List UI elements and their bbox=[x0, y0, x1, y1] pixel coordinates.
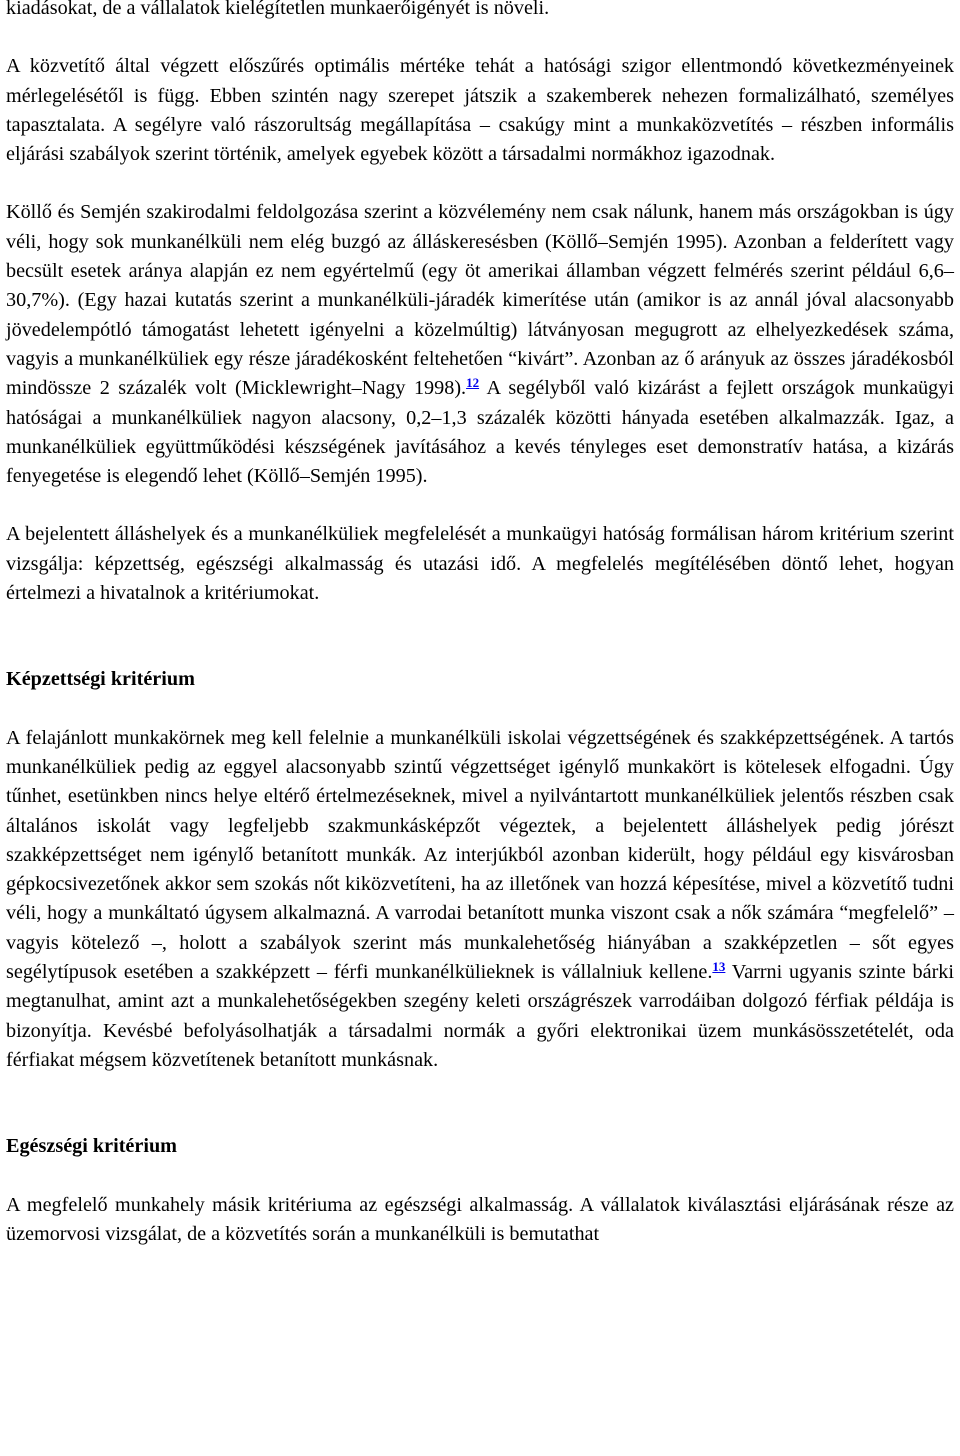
paragraph-criteria: A bejelentett álláshelyek és a munkanélküliek megfelelését a munkaügyi hatóság formálisan három kritérium szerint vizsgálja: képzettség, egészségi alkalmasság és utazási idő. A megfelelés megítélésében döntő lehet, hogyan értelmezi a hivatalnok a kritériumokat. bbox=[6, 523, 954, 605]
footnote-link-13[interactable]: 13 bbox=[712, 959, 726, 975]
section-spacer bbox=[6, 637, 954, 665]
paragraph-prescreening: A közvetítő által végzett előszűrés optimális mértéke tehát a hatósági szigor ellentmondó következményeinek mérlegelésétől is függ. Ebben szintén nagy szerepet játszik a szakemberek nehezen formalizálható, személyes tapasztalata. A segélyre való rászorultság megállapítása – csakúgy mint a munkaközvetítés – részben informális eljárási szabályok szerint történik, amelyek egyebek között a társadalmi normákhoz igazodnak. bbox=[6, 55, 954, 166]
paragraph-qualification-part1: A felajánlott munkakörnek meg kell felelnie a munkanélküli iskolai végzettségének és szakképzettségének. A tartós munkanélküliek pedig az eggyel alacsonyabb szintű végzettséget igénylő munkakört is kötelesek elfogadni. Úgy tűnhet, esetünkben nincs helye eltérő értelmezéseknek, mivel a nyilvántartott munkanélküliek jelentős részben csak általános iskolát vagy legfeljebb szakmunkásképzőt végeztek, a bejelentett álláshelyek pedig jórészt szakképzettséget nem igénylő betanított munkák. Az interjúkból azonban kiderült, hogy például egy kisvárosban gépkocsivezetőnek akkor sem szokás nőt kiközvetíteni, ha az illetőnek van hozzá képesítése, mivel a közvetítő tudni véli, hogy a munkáltató úgysem alkalmazná. A varrodai betanított munka viszont csak a nők számára “megfelelő” – vagyis kötelező –, holott a szabályok szerint más munkalehetőség hiányában a szakképzetlen – sőt egyes segélytípusok esetében a szakképzett – férfi munkanélkülieknek is vállalniuk kellene. bbox=[6, 726, 954, 984]
paragraph-public-opinion-part1: Köllő és Semjén szakirodalmi feldolgozása szerint a közvélemény nem csak nálunk, hanem más országokban is úgy véli, hogy sok munkanélküli nem elég buzgó az álláskeresésben (Köllő–Semjén 1995). Azonban a felderített vagy becsült esetek aránya alapján ez nem egyértelmű (egy öt amerikai államban végzett felmérés szerint például 6,6–30,7%). (Egy hazai kutatás szerint a munkanélküli-járadék kimerítése után (amikor is az annál jóval alacsonyabb jövedelempótló támogatást lehetett igényelni a közelmúltig) látványosan megugrott az elhelyezkedések száma, vagyis a munkanélküliek egy része járadékosként feltehetően “kivárt”. Azonban az ő arányuk az összes járadékosból mindössze 2 százalék volt (Micklewright–Nagy 1998). bbox=[6, 201, 954, 400]
paragraph-public-opinion bbox=[6, 198, 954, 491]
paragraph-qualification bbox=[6, 724, 954, 1076]
paragraph-public-opinion-part2: A segélyből való kizárást a fejlett országok munkaügyi hatóságai a munkanélküliek nagyon alacsony, 0,2–1,3 százalék közötti hányada esetében alkalmazzák. Igaz, a munkanélküliek együttműködési készségének javításához a kevés tényleges eset demonstratív hatása, a kizárás fenyegetése is elegendő lehet (Köllő–Semjén 1995). bbox=[6, 377, 954, 488]
document-page bbox=[6, 0, 954, 1278]
paragraph-health: A megfelelő munkahely másik kritériuma az egészségi alkalmasság. A vállalatok kiválasztási eljárásának része az üzemorvosi vizsgálat, de a közvetítés során a munkanélküli is bemutathat bbox=[6, 1193, 954, 1245]
heading-qualification-criterion: Képzettségi kritérium bbox=[6, 668, 195, 691]
paragraph-qualification-part2: Varrni ugyanis szinte bárki megtanulhat, amint azt a munkalehetőségekben szegény keleti országrészek varrodáiban dolgozó férfiak példája is bizonyítja. Kevésbé befolyásolhatják a társadalmi normák a győri elektronikai üzem munkásösszetételét, oda férfiakat mégsem közvetítenek betanított munkásnak. bbox=[6, 961, 955, 1071]
paragraph-intro-tail: kiadásokat, de a vállalatok kielégítetlen munkaerőigényét is növeli. bbox=[6, 0, 550, 19]
section-spacer bbox=[6, 1104, 954, 1132]
footnote-link-12[interactable]: 12 bbox=[466, 375, 480, 391]
heading-health-criterion: Egészségi kritérium bbox=[6, 1135, 177, 1158]
